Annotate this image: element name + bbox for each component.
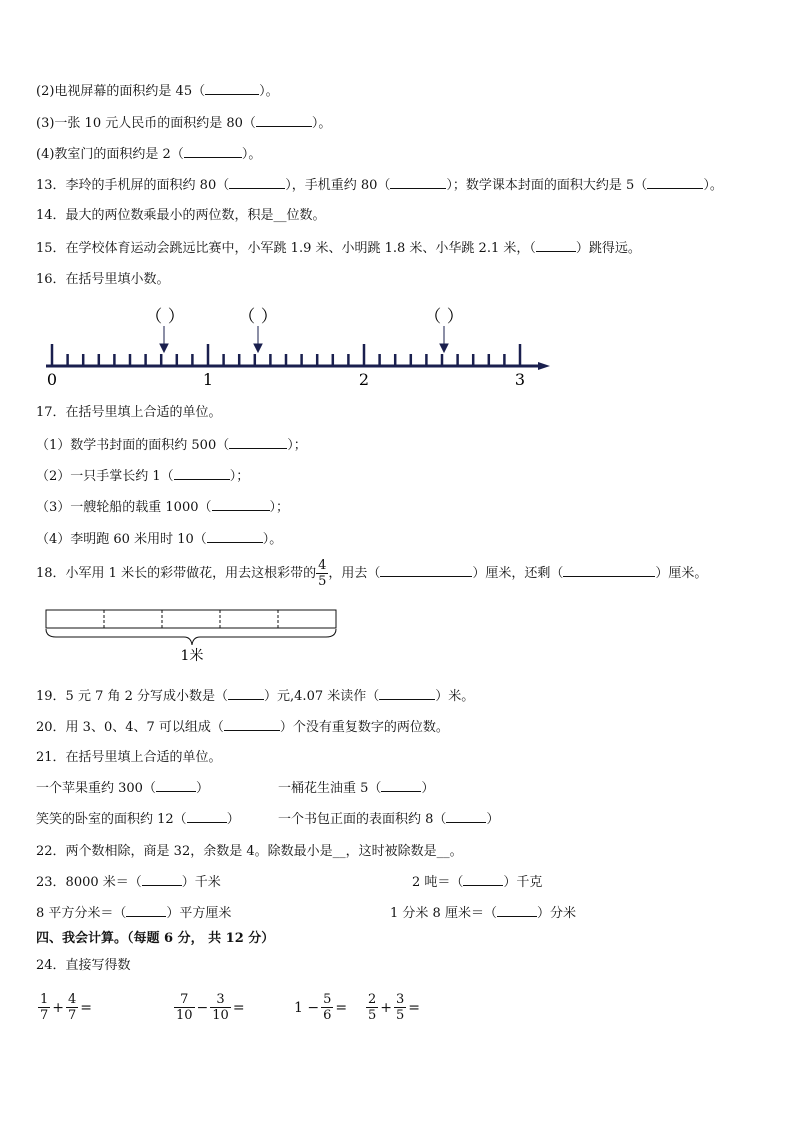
answer-blank[interactable] [536, 240, 576, 252]
answer-blank[interactable] [156, 780, 196, 792]
question-20: 20．用 3、0、4、7 可以组成（ ）个没有重复数字的两位数。 [36, 720, 449, 735]
question-19: 19．5 元 7 角 2 分写成小数是（ ）元,4.07 米读作（ ）米。 [36, 689, 475, 704]
axis-arrow-icon [538, 362, 550, 370]
question-21-1: 一个苹果重约 300（ ） [36, 781, 209, 796]
question-23-4: 1 分米 8 厘米＝（ ）分米 [390, 906, 576, 921]
answer-blank[interactable] [380, 565, 472, 577]
calc-item-1: $\frac{1}{7}$ + $\frac{4}{7}$ = [40, 992, 93, 1023]
answer-blank[interactable] [205, 83, 259, 95]
down-arrow-icon [440, 326, 448, 352]
question-23-1: 23．8000 米＝（ ）千米 [36, 875, 221, 890]
answer-blank[interactable] [256, 115, 312, 127]
question-15: 15．在学校体育运动会跳远比赛中，小军跳 1.9 米、小明跳 1.8 米、小华跳 2.1 米，（ ）跳得远。 [36, 241, 641, 256]
question-13: 13．李玲的手机屏的面积约 80（ ），手机重约 80（ ）；数学课本封面的面积大约是 5（ ）。 [36, 178, 723, 193]
answer-blank[interactable] [126, 905, 166, 917]
brace [46, 629, 336, 645]
answer-blank[interactable] [647, 177, 703, 189]
question-17-1: （1）数学书封面的面积约 500（ ）； [36, 438, 307, 453]
question-12-4: (4)教室门的面积约是 2（ ）。 [36, 147, 262, 162]
answer-blank[interactable] [563, 565, 655, 577]
answer-blank[interactable] [497, 905, 537, 917]
calc-item-3: 1 − $\frac{5}{6}$ = [294, 992, 348, 1023]
question-12-2: (2)电视屏幕的面积约是 45（ ）。 [36, 84, 279, 99]
number-line-label: 2 [358, 370, 370, 389]
number-line-label: 1 [202, 370, 214, 389]
question-23-2: 2 吨＝（ ）千克 [412, 875, 543, 890]
answer-blank[interactable] [207, 531, 263, 543]
answer-blank[interactable] [229, 437, 287, 449]
section-heading: 四、我会计算。（每题 6 分， 共 12 分） [36, 931, 275, 946]
question-21-4: 一个书包正面的表面积约 8（ ） [278, 812, 500, 827]
question-17-3: （3）一艘轮船的载重 1000（ ）； [36, 500, 290, 515]
question-17-2: （2）一只手掌长约 1（ ）； [36, 469, 250, 484]
answer-blank[interactable] [229, 177, 285, 189]
question-14: 14．最大的两位数乘最小的两位数，积是__位数。 [36, 208, 326, 223]
answer-blank[interactable] [379, 688, 435, 700]
bracket-label: （ ） [424, 307, 464, 327]
calc-item-4: $\frac{2}{5}$ + $\frac{3}{5}$ = [368, 992, 421, 1023]
ribbon-figure [0, 604, 794, 666]
question-23-3: 8 平方分米＝（ ）平方厘米 [36, 906, 232, 921]
answer-blank[interactable] [390, 177, 446, 189]
answer-blank[interactable] [224, 719, 280, 731]
question-21-3: 笑笑的卧室的面积约 12（ ） [36, 812, 240, 827]
down-arrow-icon [254, 326, 262, 352]
bracket-label: （ ） [145, 307, 185, 327]
question-18: 18．小军用 1 米长的彩带做花，用去这根彩带的 $\frac{4}{5}$ ，用去（ ）厘米，还剩（ ）厘米。 [36, 558, 708, 589]
number-line-figure [0, 296, 794, 390]
calc-item-2: $\frac{7}{10}$ − $\frac{3}{10}$ = [176, 992, 245, 1023]
question-17: 17．在括号里填上合适的单位。 [36, 405, 222, 420]
answer-blank[interactable] [187, 811, 227, 823]
answer-blank[interactable] [174, 468, 230, 480]
answer-blank[interactable] [228, 688, 264, 700]
ribbon-label: 1米 [180, 648, 204, 664]
ribbon-bar [46, 610, 336, 628]
number-line-label: 3 [514, 370, 526, 389]
question-21-2: 一桶花生油重 5（ ） [278, 781, 435, 796]
fraction: $\frac{4}{5}$ [318, 558, 327, 589]
number-line-label: 0 [46, 370, 58, 389]
answer-blank[interactable] [142, 874, 182, 886]
down-arrow-icon [160, 326, 168, 352]
bracket-label: （ ） [238, 307, 278, 327]
question-24: 24．直接写得数 [36, 958, 131, 973]
question-22: 22．两个数相除，商是 32，余数是 4。除数最小是__，这时被除数是__。 [36, 844, 463, 859]
answer-blank[interactable] [381, 780, 421, 792]
question-21: 21．在括号里填上合适的单位。 [36, 750, 222, 765]
question-17-4: （4）李明跑 60 米用时 10（ ）。 [36, 532, 283, 547]
question-16: 16．在括号里填小数。 [36, 272, 170, 287]
answer-blank[interactable] [446, 811, 486, 823]
question-12-3: (3)一张 10 元人民币的面积约是 80（ ）。 [36, 116, 332, 131]
answer-blank[interactable] [463, 874, 503, 886]
answer-blank[interactable] [212, 499, 270, 511]
answer-blank[interactable] [184, 146, 242, 158]
